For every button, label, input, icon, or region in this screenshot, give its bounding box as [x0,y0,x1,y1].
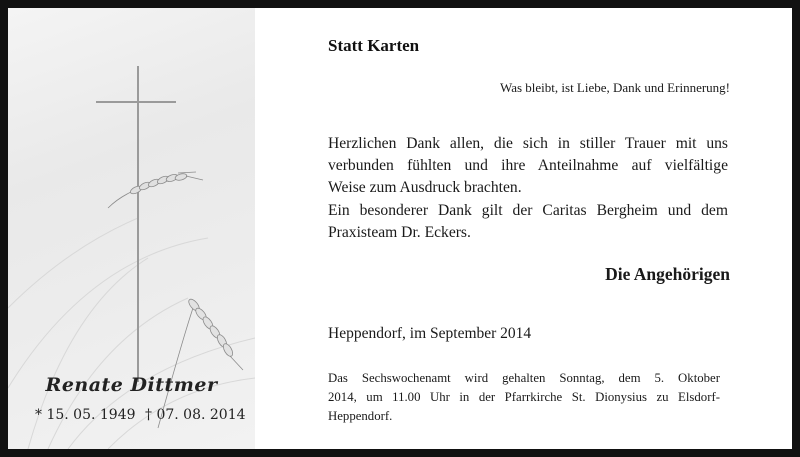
body-line: verbunden fühlten und ihre Anteilnahme auf vielfältige [328,157,728,175]
place-date: Heppendorf, im September 2014 [328,325,532,342]
notice-line: Heppendorf. [328,409,393,423]
thank-you-text [328,133,728,244]
memorial-panel [8,8,255,449]
wheat-ear-icon [108,172,203,208]
motto: Was bleibt, ist Liebe, Dank und Erinnerung! [499,80,730,95]
heading: Statt Karten [328,36,420,55]
mass-notice [328,369,720,426]
body-line: Praxisteam Dr. Eckers. [328,223,471,241]
death-date: † 07. 08. 2014 [145,407,246,423]
deceased-name: Renate Dittmer [45,374,218,396]
signature: Die Angehörigen [605,264,730,284]
body-line: Ein besonderer Dank gilt der Caritas Bergheim und dem [328,201,728,219]
body-line: Weise zum Ausdruck brachten. [328,179,522,197]
notice-line: 2014, um 11.00 Uhr in der Pfarrkirche St. Dionysius zu Elsdorf- [328,390,720,404]
cross-icon [96,66,176,382]
body-line: Herzlichen Dank allen, die sich in stiller Trauer mit uns [328,135,728,152]
birth-date: * 15. 05. 1949 [35,407,136,423]
notice-line: Das Sechswochenamt wird gehalten Sonntag, dem 5. Oktober [328,371,720,385]
